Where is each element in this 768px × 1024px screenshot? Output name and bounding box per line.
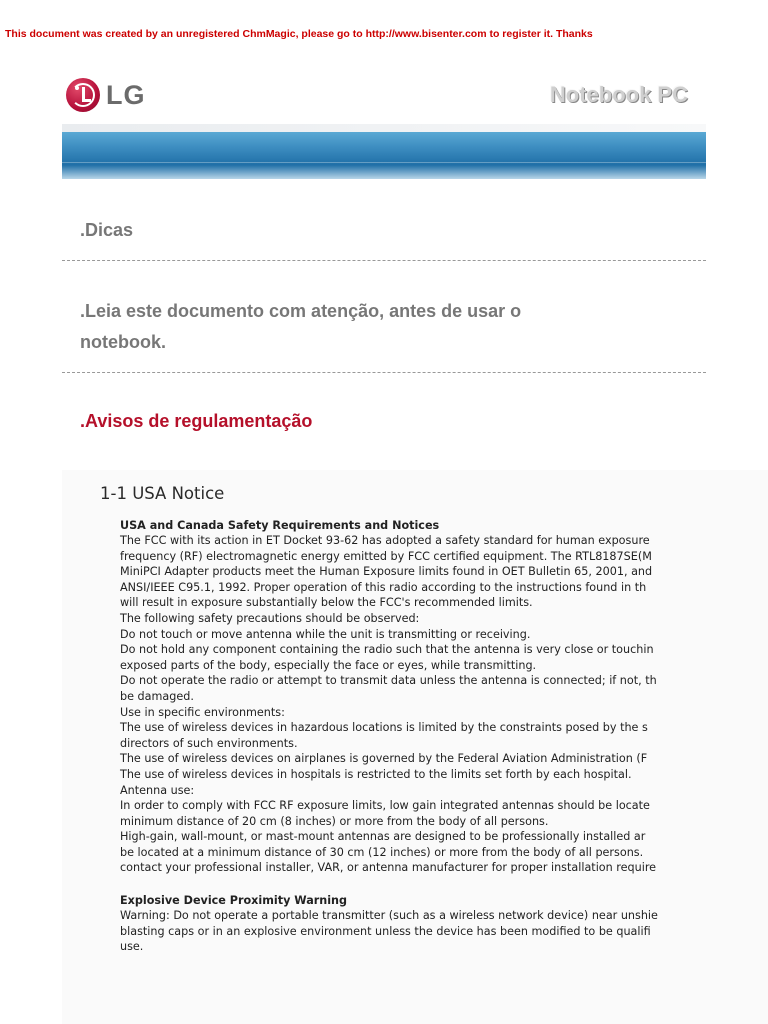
header-band-top [62, 124, 706, 132]
notice-line: Antenna use: [120, 783, 195, 797]
notice-line: Do not touch or move antenna while the unit is transmitting or receiving. [120, 627, 531, 641]
regulatory-notices-heading: .Avisos de regulamentação [80, 411, 313, 431]
notice-line: The FCC with its action in ET Docket 93-62 has adopted a safety standard for human exposure [120, 534, 650, 547]
explosive-warning-subheading: Explosive Device Proximity Warning [120, 894, 348, 908]
notice-line: will result in exposure substantially below the FCC's recommended limits. [120, 596, 533, 610]
notice-line: The following safety precautions should be observed: [120, 611, 420, 625]
brand-name: LG [106, 79, 146, 110]
read-notice-line2: notebook. [80, 332, 166, 352]
safety-requirements-subheading: USA and Canada Safety Requirements and Notices [120, 519, 440, 532]
notice-line: The use of wireless devices on airplanes is governed by the Federal Aviation Administration (F [120, 752, 648, 766]
header-banner [62, 64, 706, 179]
notice-line: be damaged. [120, 689, 194, 703]
header-band [62, 132, 706, 179]
notice-line: contact your professional installer, VAR, or antenna manufacturer for proper installation require [120, 861, 657, 875]
notice-line: High-gain, wall-mount, or mast-mount antennas are designed to be professionally installed ar [120, 830, 646, 844]
lg-logo-icon [66, 78, 100, 112]
divider [62, 260, 706, 261]
warning-line: Warning: Do not operate a portable transmitter (such as a wireless network device) near unshie [120, 909, 658, 923]
scanned-notice-image [62, 470, 768, 1024]
notice-line: exposed parts of the body, especially the face or eyes, while transmitting. [120, 658, 537, 672]
notice-line: The use of wireless devices in hospitals is restricted to the limits set forth by each hospital. [120, 767, 632, 781]
notice-line: directors of such environments. [120, 736, 298, 750]
warning-line: blasting caps or in an explosive environment unless the device has been modified to be qualifi [120, 924, 651, 938]
divider [62, 372, 706, 373]
unregistered-watermark: This document was created by an unregistered ChmMagic, please go to http://www.bisenter.com to register it. Thanks [5, 28, 593, 40]
notice-body [120, 518, 768, 955]
notice-line: In order to comply with FCC RF exposure limits, low gain integrated antennas should be locate [120, 799, 650, 813]
notice-line: MiniPCI Adapter products meet the Human Exposure limits found in OET Bulletin 65, 2001, and [120, 565, 653, 579]
notice-line: ANSI/IEEE C95.1, 1992. Proper operation of this radio according to the instructions found in th [120, 580, 647, 594]
warning-line: use. [120, 940, 144, 954]
notice-line: minimum distance of 20 cm (8 inches) or more from the body of all persons. [120, 814, 549, 828]
usa-notice-heading: 1-1 USA Notice [100, 484, 225, 503]
read-notice-line1: .Leia este documento com atenção, antes de usar o [80, 301, 522, 321]
notice-line: be located at a minimum distance of 30 cm (12 inches) or more from the body of all persons. [120, 845, 644, 859]
lg-logo [66, 78, 146, 112]
notice-line: Use in specific environments: [120, 705, 285, 719]
notice-line: frequency (RF) electromagnetic energy emitted by FCC certified equipment. The RTL8187SE(M [120, 549, 652, 563]
notice-line: Do not hold any component containing the radio such that the antenna is very close or touchin [120, 643, 654, 657]
notice-line: The use of wireless devices in hazardous locations is limited by the constraints posed by the s [120, 721, 648, 735]
tips-heading: .Dicas [80, 220, 134, 240]
product-title: Notebook PC [549, 82, 688, 107]
notice-line: Do not operate the radio or attempt to transmit data unless the antenna is connected; if not, th [120, 674, 657, 688]
